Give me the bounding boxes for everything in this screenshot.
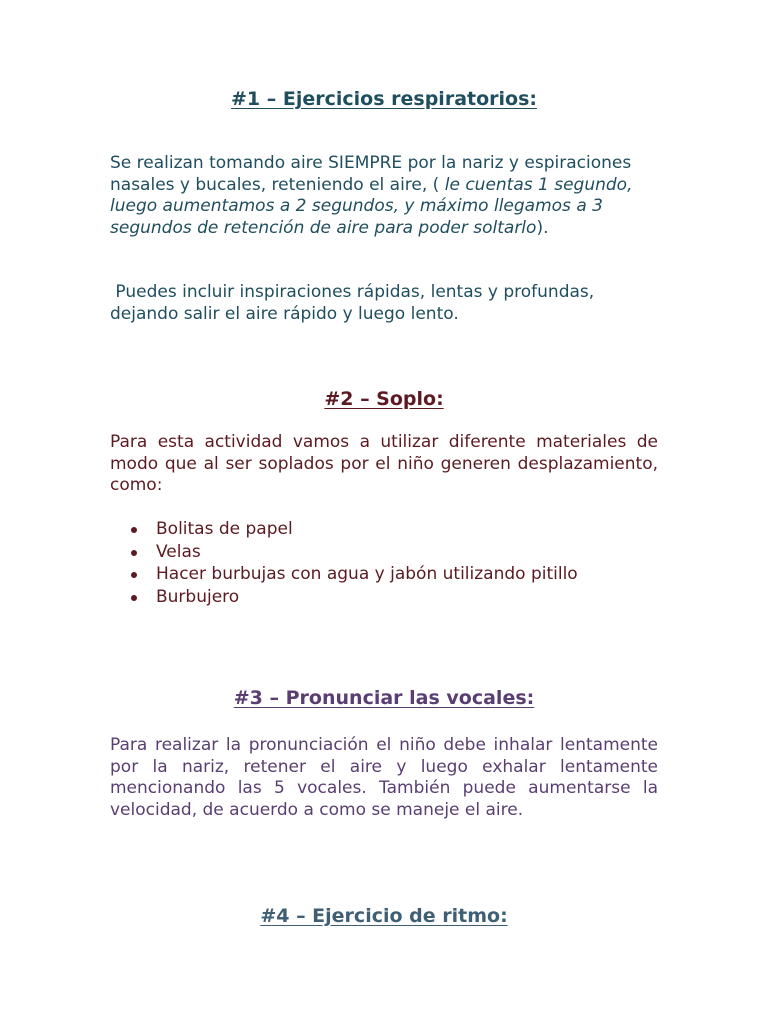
section1-paragraph-2: Puedes incluir inspiraciones rápidas, lentas y profundas, dejando salir el aire rápido y luego lento. [110,282,595,324]
section2-paragraph: Para esta actividad vamos a utilizar diferente materiales de modo que al ser soplados por el niño generen desplazamiento, como: [110,432,658,495]
section1-italic-text: le cuentas 1 segundo, luego aumentamos a 2 segundos, y máximo llegamos a 3 segundos de retención de aire para poder soltarlo [110,174,633,238]
bullet-icon [131,550,137,556]
section1-text: Se realizan tomando aire SIEMPRE por la nariz y espiraciones nasales y bucales, reteniendo el aire, ( [110,153,632,195]
section3-heading: #3 – Pronunciar las vocales: [233,687,535,709]
section2-heading: #2 – Soplo: [324,388,444,410]
section1-heading: #1 – Ejercicios respiratorios: [231,88,537,110]
bullet-icon [131,572,137,578]
list-item [110,518,670,541]
list-item [110,563,670,586]
bullet-icon [131,595,137,601]
section2-bullet-list [110,518,670,608]
section4-heading: #4 – Ejercicio de ritmo: [260,905,508,927]
section1-text-end: ). [536,217,549,238]
list-item-text: Velas [156,541,201,562]
list-item-text: Bolitas de papel [156,519,293,539]
bullet-icon [131,527,137,533]
list-item [110,541,670,564]
section3-paragraph: Para realizar la pronunciación el niño debe inhalar lentamente por la nariz, retener el aire y luego exhalar lentamente mencionando las 5 vocales. También puede aumentarse la velocidad, de acuerdo a como se maneje el aire. [110,735,658,820]
list-item-text: Burbujero [156,586,240,607]
list-item [110,586,670,609]
list-item-text: Hacer burbujas con agua y jabón utilizando pitillo [156,564,578,585]
section1-paragraph-1 [110,153,658,239]
